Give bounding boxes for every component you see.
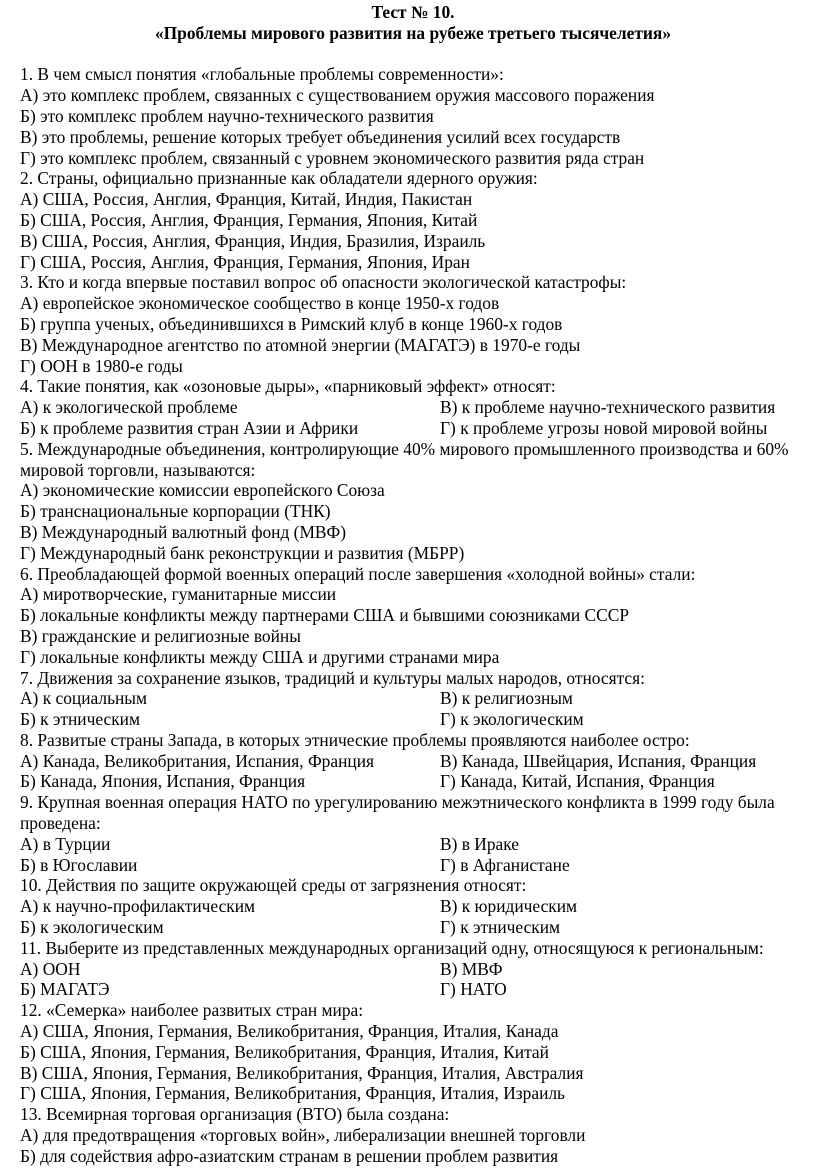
answer-row [20, 709, 806, 730]
answer-option: Б) транснациональные корпорации (ТНК) [20, 501, 331, 522]
answer-option: А) Канада, Великобритания, Испания, Франция [20, 750, 375, 771]
answer-row [20, 979, 806, 1000]
answer-option: А) в Турции [20, 833, 111, 854]
answer-option: В) в Ираке [440, 833, 520, 854]
test-title: Тест № 10. [371, 2, 455, 22]
answer-option: В) к религиозным [440, 688, 573, 709]
answer-option: А) это комплекс проблем, связанных с существованием оружия массового поражения [20, 85, 655, 106]
question-list [20, 64, 806, 1166]
answer-option: Б) локальные конфликты между партнерами США и бывшими союзниками СССР [20, 605, 630, 626]
answer-option: А) к социальным [20, 688, 147, 709]
answer-option: А) европейское экономическое сообщество в конце 1950-х годов [20, 293, 500, 314]
answer-option: А) к экологической проблеме [20, 397, 238, 418]
answer-option: В) МВФ [440, 958, 503, 979]
answer-row [20, 959, 806, 980]
answer-option: А) миротворческие, гуманитарные миссии [20, 584, 337, 605]
answer-row [20, 896, 806, 917]
answer-option: Г) США, Япония, Германия, Великобритания, Франция, Италия, Израиль [20, 1083, 565, 1104]
answer-row [20, 917, 806, 938]
answer-option: В) Международное агентство по атомной энергии (МАГАТЭ) в 1970-е годы [20, 334, 581, 355]
question-block [20, 64, 806, 168]
answer-row [20, 397, 806, 418]
answer-option: А) США, Россия, Англия, Франция, Китай, Индия, Пакистан [20, 189, 473, 210]
question-block [20, 376, 806, 438]
question-block [20, 564, 806, 668]
question-text: 3. Кто и когда впервые поставил вопрос об опасности экологической катастрофы: [20, 272, 627, 293]
question-text: 13. Всемирная торговая организация (ВТО) была создана: [20, 1104, 450, 1125]
answer-row [20, 688, 806, 709]
question-text: 7. Движения за сохранение языков, традиций и культуры малых народов, относятся: [20, 667, 645, 688]
answer-option: Б) к экологическим [20, 917, 164, 938]
question-text: 5. Международные объединения, контролирующие 40% мирового промышленного производства и 60% мировой торговли, называются: [20, 438, 789, 480]
answer-option: Б) это комплекс проблем научно-технического развития [20, 105, 434, 126]
question-text: 1. В чем смысл понятия «глобальные проблемы современности»: [20, 64, 504, 85]
answer-row [20, 418, 806, 439]
question-block [20, 792, 806, 875]
answer-option: Б) США, Россия, Англия, Франция, Германия, Япония, Китай [20, 209, 478, 230]
answer-option: Г) к экологическим [440, 709, 584, 730]
question-text: 2. Страны, официально признанные как обладатели ядерного оружия: [20, 168, 538, 189]
question-text: 12. «Семерка» наиболее развитых стран мира: [20, 1000, 364, 1021]
answer-option: В) США, Япония, Германия, Великобритания, Франция, Италия, Австралия [20, 1062, 584, 1083]
answer-row [20, 771, 806, 792]
answer-option: В) Канада, Швейцария, Испания, Франция [440, 750, 757, 771]
question-text: 8. Развитые страны Запада, в которых этнические проблемы проявляются наиболее остро: [20, 729, 690, 750]
question-block [20, 168, 806, 272]
answer-option: А) для предотвращения «торговых войн», либерализации внешней торговли [20, 1125, 586, 1146]
answer-option: Г) Международный банк реконструкции и развития (МБРР) [20, 542, 465, 563]
question-text: 4. Такие понятия, как «озоновые дыры», «парниковый эффект» относят: [20, 376, 556, 397]
answer-row [20, 751, 806, 772]
answer-option: В) к проблеме научно-технического развития [440, 397, 776, 418]
answer-option: Г) к проблеме угрозы новой мировой войны [440, 417, 768, 438]
test-subtitle: «Проблемы мирового развития на рубеже третьего тысячелетия» [154, 22, 672, 43]
question-block [20, 439, 806, 564]
answer-option: Г) это комплекс проблем, связанный с уровнем экономического развития ряда стран [20, 147, 645, 168]
answer-option: А) США, Япония, Германия, Великобритания, Франция, Италия, Канада [20, 1021, 559, 1042]
answer-option: В) это проблемы, решение которых требует объединения усилий всех государств [20, 126, 621, 147]
answer-option: Б) группа ученых, объединившихся в Римский клуб в конце 1960-х годов [20, 313, 563, 334]
answer-option: Б) к этническим [20, 709, 140, 730]
question-block [20, 1000, 806, 1104]
question-text: 6. Преобладающей формой военных операций после завершения «холодной войны» стали: [20, 563, 696, 584]
answer-option: Г) в Афганистане [440, 854, 570, 875]
answer-row [20, 834, 806, 855]
answer-option: Г) ООН в 1980-е годы [20, 355, 183, 376]
answer-option: Г) НАТО [440, 979, 507, 1000]
question-block [20, 1104, 806, 1166]
question-block [20, 938, 806, 1000]
answer-option: Б) к проблеме развития стран Азии и Африки [20, 417, 359, 438]
spacer [20, 44, 806, 65]
answer-option: А) ООН [20, 958, 81, 979]
question-block [20, 875, 806, 937]
answer-option: Г) локальные конфликты между США и другими странами мира [20, 646, 500, 667]
answer-option: Б) для содействия афро-азиатским странам в решении проблем развития [20, 1145, 559, 1166]
answer-option: Б) МАГАТЭ [20, 979, 110, 1000]
answer-option: А) к научно-профилактическим [20, 896, 256, 917]
answer-option: Б) Канада, Япония, Испания, Франция [20, 771, 306, 792]
answer-option: В) США, Россия, Англия, Франция, Индия, Бразилия, Израиль [20, 230, 486, 251]
answer-option: А) экономические комиссии европейского Союза [20, 480, 385, 501]
answer-option: Б) США, Япония, Германия, Великобритания, Франция, Италия, Китай [20, 1041, 549, 1062]
answer-option: Г) Канада, Китай, Испания, Франция [440, 771, 715, 792]
question-text: 10. Действия по защите окружающей среды от загрязнения относят: [20, 875, 527, 896]
answer-option: Г) к этническим [440, 917, 561, 938]
question-text: 9. Крупная военная операция НАТО по урегулированию межэтнического конфликта в 1999 году была проведена: [20, 792, 775, 834]
answer-option: В) Международный валютный фонд (МВФ) [20, 521, 347, 542]
answer-option: В) гражданские и религиозные войны [20, 625, 301, 646]
question-block [20, 272, 806, 376]
question-text: 11. Выберите из представленных международных организаций одну, относящуюся к региональным: [20, 937, 764, 958]
answer-option: Г) США, Россия, Англия, Франция, Германия, Япония, Иран [20, 251, 470, 272]
question-block [20, 730, 806, 792]
answer-row [20, 855, 806, 876]
question-block [20, 668, 806, 730]
answer-option: В) к юридическим [440, 896, 578, 917]
answer-option: Б) в Югославии [20, 854, 138, 875]
